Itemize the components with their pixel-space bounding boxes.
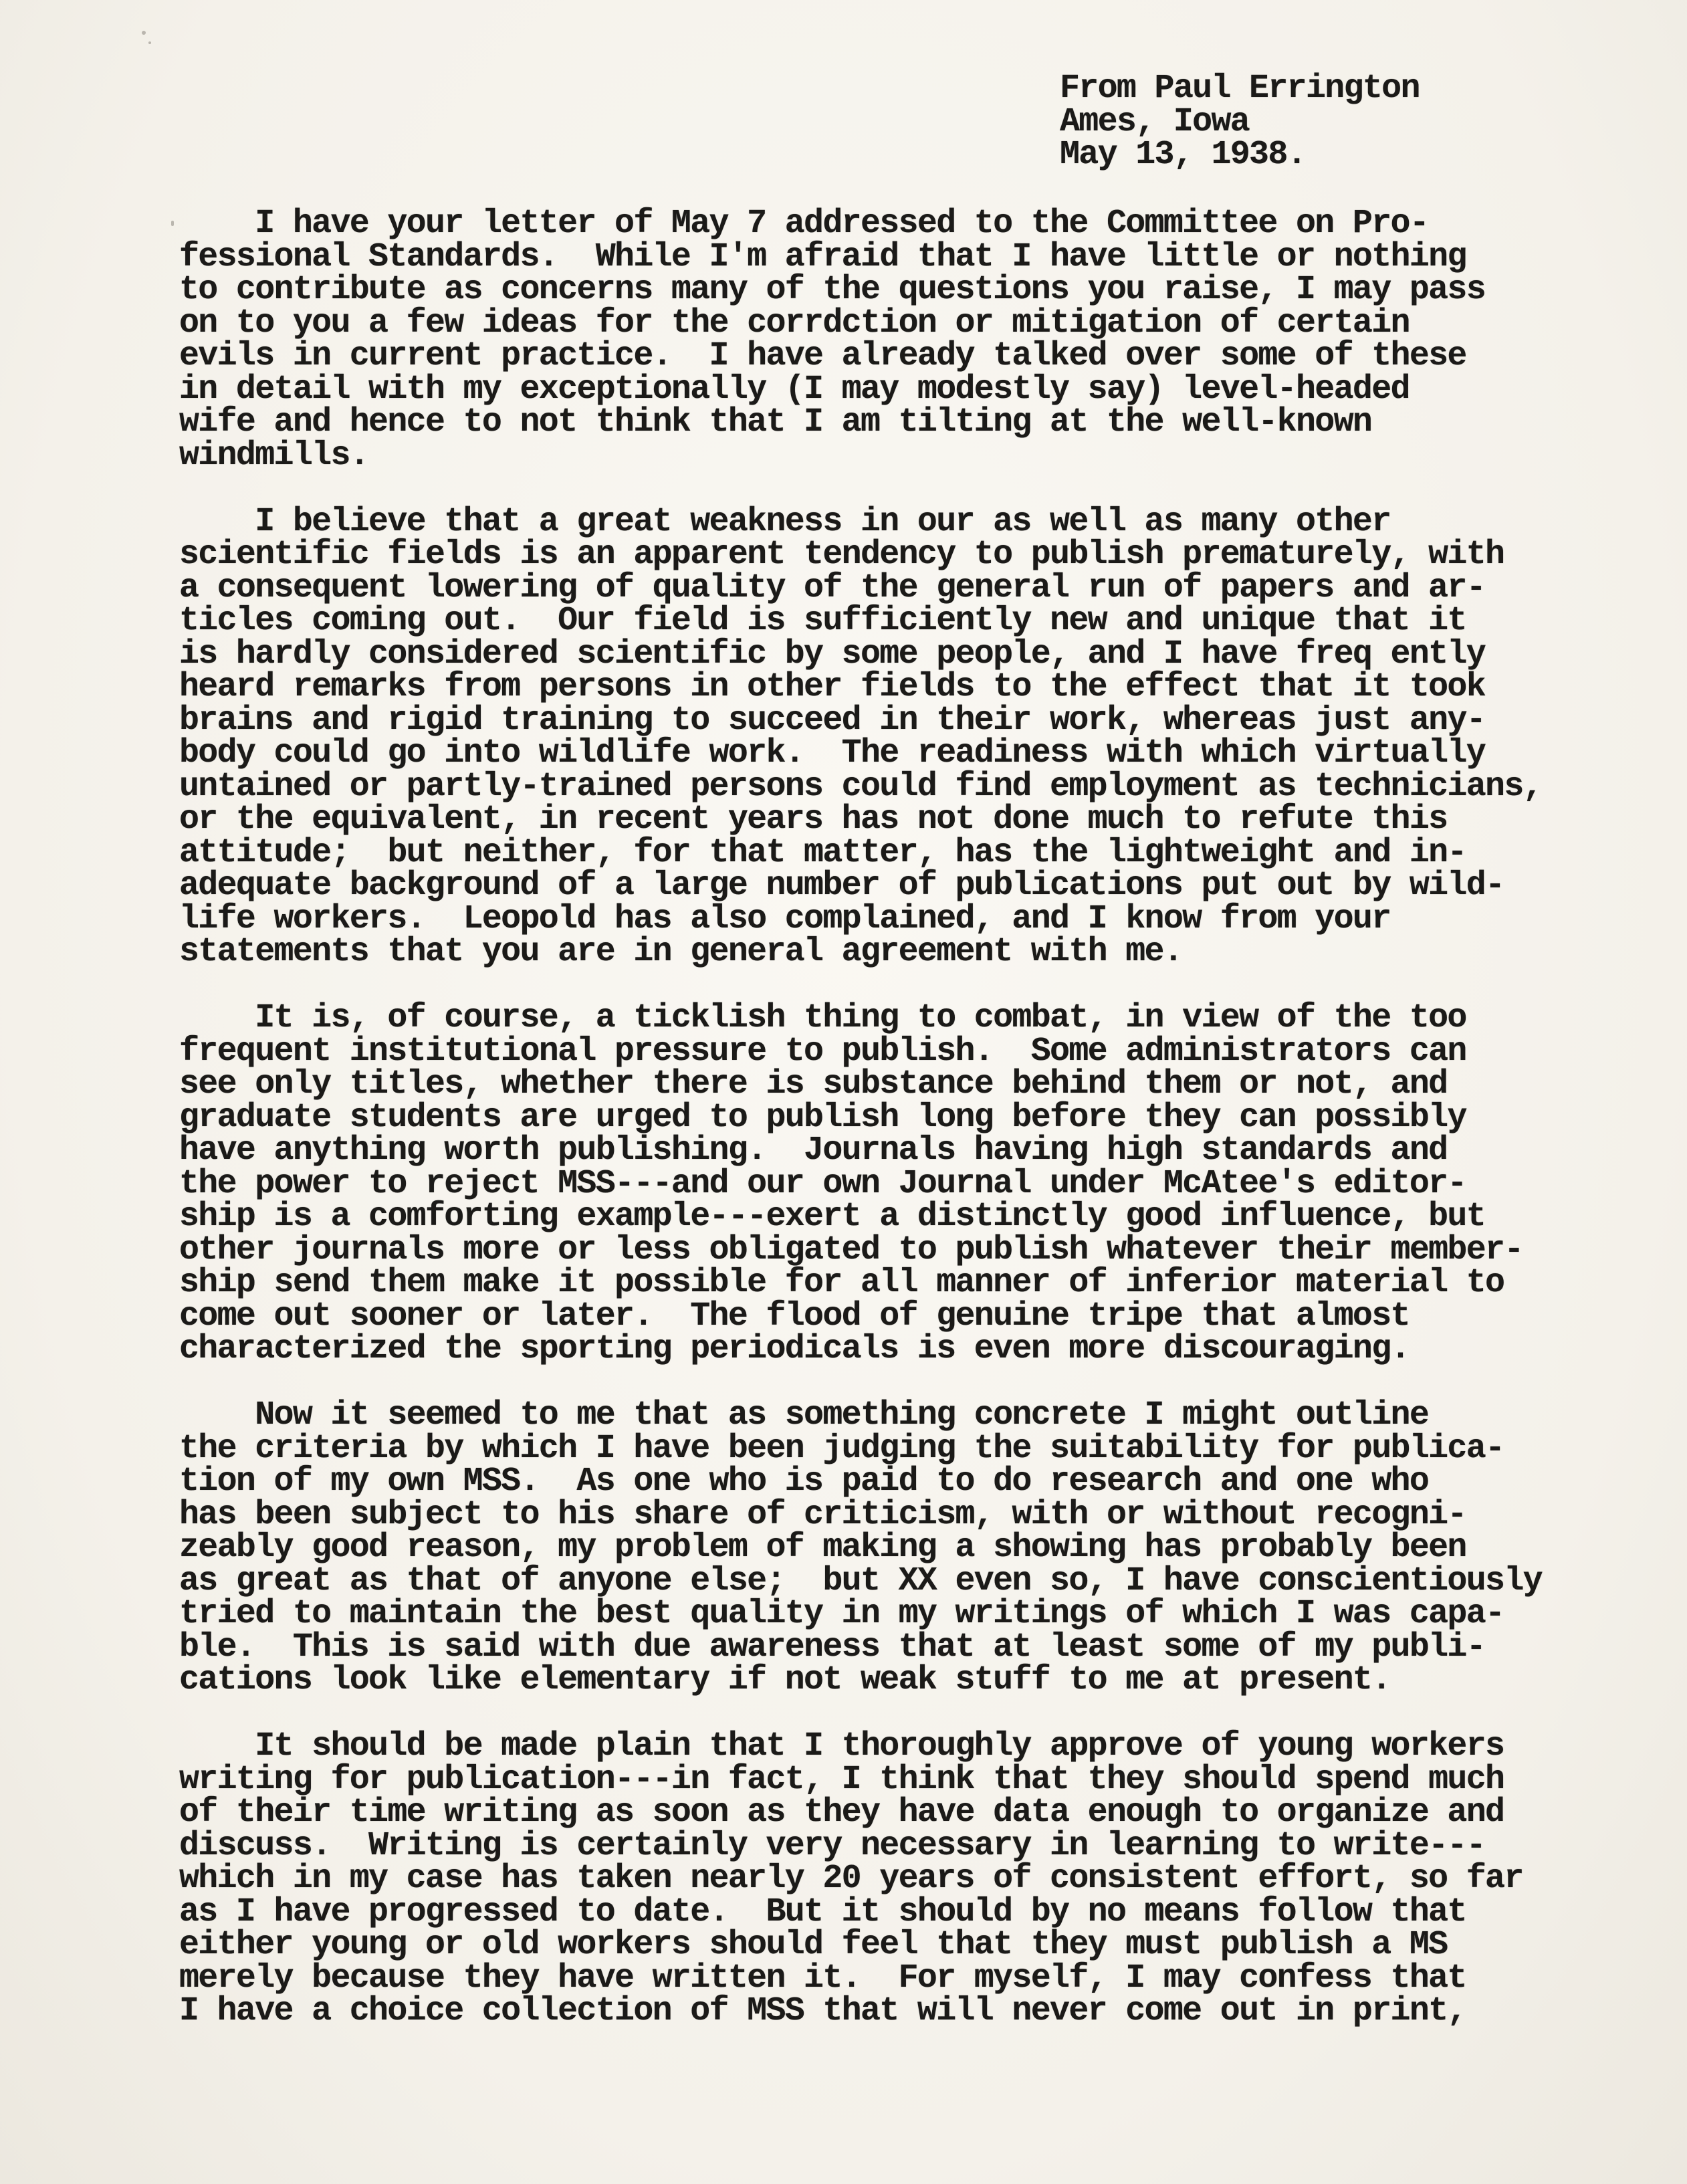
paragraph-3 bbox=[179, 999, 1637, 1368]
text-line: evils in current practice. I have already talked over some of these bbox=[179, 337, 1466, 375]
text-line: ticles coming out. Our field is sufficiently new and unique that it bbox=[179, 602, 1466, 640]
text-line: graduate students are urged to publish long before they can possibly bbox=[179, 1098, 1466, 1137]
text-line: tried to maintain the best quality in my writings of which I was capa- bbox=[179, 1595, 1504, 1633]
text-line: see only titles, whether there is substance behind them or not, and bbox=[179, 1065, 1448, 1103]
heading-date: May 13, 1938. bbox=[1060, 136, 1306, 174]
text-line: wife and hence to not think that I am tilting at the well-known bbox=[179, 403, 1372, 441]
paragraph-5 bbox=[179, 1727, 1637, 2030]
text-line: merely because they have written it. For myself, I may confess that bbox=[179, 1959, 1466, 1997]
text-line: ble. This is said with due awareness that at least some of my publi- bbox=[179, 1628, 1486, 1666]
text-line: It is, of course, a ticklish thing to combat, in view of the too bbox=[179, 999, 1466, 1037]
text-line: cations look like elementary if not weak stuff to me at present. bbox=[179, 1661, 1391, 1699]
text-line: other journals more or less obligated to publish whatever their member- bbox=[179, 1230, 1523, 1269]
text-line: to contribute as concerns many of the questions you raise, I may pass bbox=[179, 271, 1486, 309]
text-line: in detail with my exceptionally (I may modestly say) level-headed bbox=[179, 370, 1410, 409]
text-line: have anything worth publishing. Journals having high standards and bbox=[179, 1131, 1448, 1170]
text-line: fessional Standards. While I'm afraid that I have little or nothing bbox=[179, 237, 1466, 276]
text-line: windmills. bbox=[179, 436, 369, 475]
text-line: ship is a comforting example---exert a distinctly good influence, but bbox=[179, 1198, 1486, 1236]
text-line: statements that you are in general agreement with me. bbox=[179, 933, 1183, 971]
heading-sender: From Paul Errington bbox=[1060, 70, 1420, 108]
paragraph-4 bbox=[179, 1396, 1637, 1699]
text-line: I believe that a great weakness in our as well as many other bbox=[179, 502, 1391, 541]
text-line: on to you a few ideas for the corrdction or mitigation of certain bbox=[179, 304, 1410, 342]
text-line: heard remarks from persons in other fields to the effect that it took bbox=[179, 668, 1486, 706]
paragraph-2 bbox=[179, 502, 1637, 971]
text-line: either young or old workers should feel that they must publish a MS bbox=[179, 1926, 1448, 1964]
text-line: which in my case has taken nearly 20 years of consistent effort, so far bbox=[179, 1860, 1523, 1898]
text-line: untained or partly-trained persons could find employment as technicians, bbox=[179, 767, 1542, 806]
paragraph-1 bbox=[179, 205, 1637, 475]
letter-heading bbox=[1060, 72, 1420, 172]
text-line: attitude; but neither, for that matter, has the lightweight and in- bbox=[179, 833, 1466, 872]
text-line: or the equivalent, in recent years has not done much to refute this bbox=[179, 800, 1448, 839]
text-line: body could go into wildlife work. The readiness with which virtually bbox=[179, 734, 1486, 772]
text-line: as great as that of anyone else; but XX even so, I have conscientiously bbox=[179, 1561, 1542, 1600]
text-line: Now it seemed to me that as something concrete I might outline bbox=[179, 1396, 1429, 1434]
text-line: characterized the sporting periodicals is even more discouraging. bbox=[179, 1330, 1410, 1368]
text-line: is hardly considered scientific by some people, and I have freq ently bbox=[179, 635, 1486, 673]
paper-speck bbox=[142, 31, 146, 35]
text-line: a consequent lowering of quality of the general run of papers and ar- bbox=[179, 568, 1486, 607]
text-line: frequent institutional pressure to publish. Some administrators can bbox=[179, 1032, 1466, 1071]
text-line: has been subject to his share of criticism, with or without recogni- bbox=[179, 1495, 1466, 1534]
text-line: the power to reject MSS---and our own Journal under McAtee's editor- bbox=[179, 1164, 1466, 1203]
text-line: It should be made plain that I thoroughly approve of young workers bbox=[179, 1727, 1504, 1765]
paper-speck bbox=[148, 41, 151, 44]
heading-location: Ames, Iowa bbox=[1060, 102, 1250, 141]
text-line: the criteria by which I have been judging the suitability for publica- bbox=[179, 1429, 1504, 1468]
text-line: brains and rigid training to succeed in their work, whereas just any- bbox=[179, 701, 1486, 740]
text-line: discuss. Writing is certainly very necessary in learning to write--- bbox=[179, 1826, 1486, 1865]
text-line: scientific fields is an apparent tendency to publish prematurely, with bbox=[179, 536, 1504, 574]
text-line: of their time writing as soon as they have data enough to organize and bbox=[179, 1793, 1504, 1832]
text-line: adequate background of a large number of publications put out by wild- bbox=[179, 867, 1504, 905]
text-line: I have a choice collection of MSS that will never come out in print, bbox=[179, 1992, 1466, 2030]
text-line: writing for publication---in fact, I think that they should spend much bbox=[179, 1760, 1504, 1799]
text-line: I have your letter of May 7 addressed to the Committee on Pro- bbox=[179, 205, 1429, 243]
letter-body bbox=[179, 207, 1637, 2061]
text-line: as I have progressed to date. But it should by no means follow that bbox=[179, 1892, 1466, 1931]
text-line: life workers. Leopold has also complained, and I know from your bbox=[179, 899, 1391, 938]
text-line: zeably good reason, my problem of making a showing has probably been bbox=[179, 1529, 1466, 1567]
text-line: ship send them make it possible for all manner of inferior material to bbox=[179, 1264, 1504, 1302]
text-line: tion of my own MSS. As one who is paid to do research and one who bbox=[179, 1462, 1429, 1501]
text-line: come out sooner or later. The flood of genuine tripe that almost bbox=[179, 1297, 1410, 1335]
paper-speck bbox=[171, 221, 174, 226]
